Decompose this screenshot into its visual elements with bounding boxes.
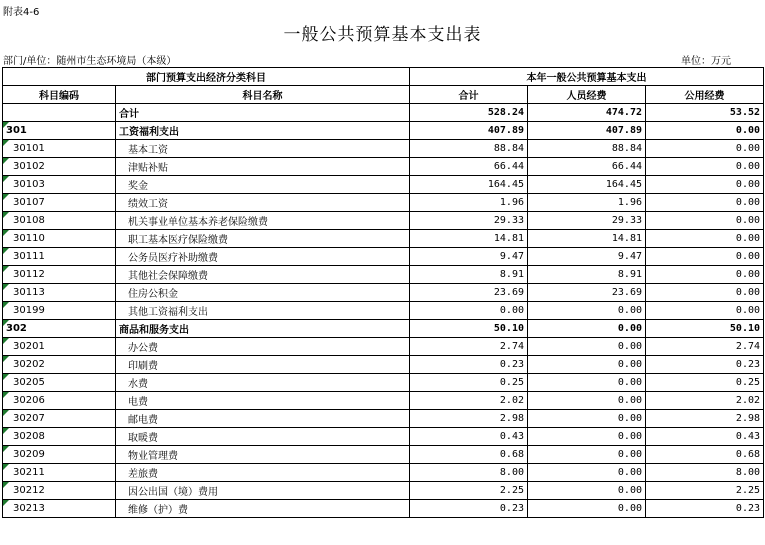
code-cell: 30110 [3, 230, 116, 248]
public-cell: 2.02 [646, 392, 764, 410]
public-cell: 0.00 [646, 212, 764, 230]
code-cell: 302 [3, 320, 116, 338]
total-cell: 2.74 [410, 338, 528, 356]
code-cell: 30211 [3, 464, 116, 482]
personnel-cell: 0.00 [528, 428, 646, 446]
code-cell: 30101 [3, 140, 116, 158]
header-total: 合计 [410, 86, 528, 104]
name-cell: 电费 [116, 392, 410, 410]
name-cell: 其他工资福利支出 [116, 302, 410, 320]
personnel-cell: 66.44 [528, 158, 646, 176]
total-cell: 164.45 [410, 176, 528, 194]
name-cell: 商品和服务支出 [116, 320, 410, 338]
name-cell: 取暖费 [116, 428, 410, 446]
name-cell: 工资福利支出 [116, 122, 410, 140]
table-row [3, 410, 764, 428]
total-cell: 23.69 [410, 284, 528, 302]
public-cell: 0.00 [646, 302, 764, 320]
table-row [3, 356, 764, 374]
table-row [3, 500, 764, 518]
name-cell: 差旅费 [116, 464, 410, 482]
name-cell: 因公出国（境）费用 [116, 482, 410, 500]
table-row [3, 284, 764, 302]
total-cell: 1.96 [410, 194, 528, 212]
personnel-cell: 29.33 [528, 212, 646, 230]
header-personnel: 人员经费 [528, 86, 646, 104]
public-cell: 0.00 [646, 194, 764, 212]
header-name: 科目名称 [116, 86, 410, 104]
public-cell: 0.00 [646, 284, 764, 302]
personnel-cell: 0.00 [528, 410, 646, 428]
header-group-left: 部门预算支出经济分类科目 [3, 68, 410, 86]
name-cell: 办公费 [116, 338, 410, 356]
table-row [3, 338, 764, 356]
public-cell: 0.68 [646, 446, 764, 464]
header-group-right: 本年一般公共预算基本支出 [410, 68, 764, 86]
personnel-cell: 14.81 [528, 230, 646, 248]
total-cell: 9.47 [410, 248, 528, 266]
total-cell: 8.00 [410, 464, 528, 482]
header-public: 公用经费 [646, 86, 764, 104]
personnel-cell: 0.00 [528, 374, 646, 392]
total-cell: 50.10 [410, 320, 528, 338]
total-cell: 2.02 [410, 392, 528, 410]
personnel-cell: 0.00 [528, 500, 646, 518]
personnel-cell: 1.96 [528, 194, 646, 212]
header-code: 科目编码 [3, 86, 116, 104]
personnel-cell: 0.00 [528, 338, 646, 356]
personnel-cell: 0.00 [528, 482, 646, 500]
personnel-cell: 8.91 [528, 266, 646, 284]
code-cell: 30208 [3, 428, 116, 446]
name-cell: 合计 [116, 104, 410, 122]
personnel-cell: 0.00 [528, 320, 646, 338]
name-cell: 水费 [116, 374, 410, 392]
personnel-cell: 0.00 [528, 446, 646, 464]
personnel-cell: 0.00 [528, 356, 646, 374]
public-cell: 0.00 [646, 248, 764, 266]
public-cell: 0.43 [646, 428, 764, 446]
name-cell: 津贴补贴 [116, 158, 410, 176]
department-label: 部门/单位：随州市生态环境局（本级） [3, 56, 177, 67]
total-cell: 0.23 [410, 356, 528, 374]
code-cell: 30207 [3, 410, 116, 428]
personnel-cell: 88.84 [528, 140, 646, 158]
table-row [3, 230, 764, 248]
name-cell: 机关事业单位基本养老保险缴费 [116, 212, 410, 230]
public-cell: 53.52 [646, 104, 764, 122]
public-cell: 50.10 [646, 320, 764, 338]
total-cell: 66.44 [410, 158, 528, 176]
code-cell: 30209 [3, 446, 116, 464]
code-cell [3, 104, 116, 122]
name-cell: 绩效工资 [116, 194, 410, 212]
total-cell: 0.23 [410, 500, 528, 518]
table-row [3, 194, 764, 212]
public-cell: 0.00 [646, 230, 764, 248]
table-row [3, 248, 764, 266]
code-cell: 30202 [3, 356, 116, 374]
name-cell: 住房公积金 [116, 284, 410, 302]
header-column-row [3, 86, 764, 104]
table-row [3, 392, 764, 410]
code-cell: 30212 [3, 482, 116, 500]
total-cell: 14.81 [410, 230, 528, 248]
personnel-cell: 474.72 [528, 104, 646, 122]
code-cell: 301 [3, 122, 116, 140]
table-row [3, 428, 764, 446]
personnel-cell: 407.89 [528, 122, 646, 140]
table-row [3, 464, 764, 482]
code-cell: 30201 [3, 338, 116, 356]
name-cell: 维修（护）费 [116, 500, 410, 518]
public-cell: 8.00 [646, 464, 764, 482]
personnel-cell: 0.00 [528, 302, 646, 320]
total-cell: 88.84 [410, 140, 528, 158]
header-group-row [3, 68, 764, 86]
total-cell: 0.68 [410, 446, 528, 464]
name-cell: 印刷费 [116, 356, 410, 374]
table-row [3, 158, 764, 176]
table-row [3, 320, 764, 338]
code-cell: 30108 [3, 212, 116, 230]
code-cell: 30107 [3, 194, 116, 212]
page-title: 一般公共预算基本支出表 [283, 25, 482, 45]
table-body [3, 104, 764, 518]
personnel-cell: 23.69 [528, 284, 646, 302]
doc-label: 附表4-6 [3, 7, 40, 18]
public-cell: 0.00 [646, 140, 764, 158]
public-cell: 0.25 [646, 374, 764, 392]
total-cell: 2.98 [410, 410, 528, 428]
total-cell: 29.33 [410, 212, 528, 230]
personnel-cell: 164.45 [528, 176, 646, 194]
name-cell: 其他社会保障缴费 [116, 266, 410, 284]
personnel-cell: 0.00 [528, 464, 646, 482]
public-cell: 0.23 [646, 500, 764, 518]
code-cell: 30113 [3, 284, 116, 302]
total-cell: 2.25 [410, 482, 528, 500]
table-row [3, 122, 764, 140]
table-row [3, 140, 764, 158]
personnel-cell: 0.00 [528, 392, 646, 410]
code-cell: 30213 [3, 500, 116, 518]
name-cell: 职工基本医疗保险缴费 [116, 230, 410, 248]
total-cell: 0.00 [410, 302, 528, 320]
code-cell: 30111 [3, 248, 116, 266]
total-cell: 0.43 [410, 428, 528, 446]
public-cell: 2.98 [646, 410, 764, 428]
name-cell: 奖金 [116, 176, 410, 194]
total-cell: 8.91 [410, 266, 528, 284]
table-row [3, 176, 764, 194]
code-cell: 30199 [3, 302, 116, 320]
public-cell: 0.00 [646, 266, 764, 284]
code-cell: 30206 [3, 392, 116, 410]
total-cell: 0.25 [410, 374, 528, 392]
code-cell: 30112 [3, 266, 116, 284]
name-cell: 公务员医疗补助缴费 [116, 248, 410, 266]
public-cell: 2.74 [646, 338, 764, 356]
public-cell: 0.00 [646, 122, 764, 140]
unit-label: 单位：万元 [681, 56, 731, 67]
table-row [3, 374, 764, 392]
table-row [3, 266, 764, 284]
total-cell: 528.24 [410, 104, 528, 122]
table-row [3, 302, 764, 320]
name-cell: 邮电费 [116, 410, 410, 428]
public-cell: 0.23 [646, 356, 764, 374]
table-row [3, 212, 764, 230]
table-row [3, 482, 764, 500]
public-cell: 2.25 [646, 482, 764, 500]
code-cell: 30205 [3, 374, 116, 392]
budget-table [2, 67, 764, 518]
code-cell: 30103 [3, 176, 116, 194]
code-cell: 30102 [3, 158, 116, 176]
public-cell: 0.00 [646, 158, 764, 176]
name-cell: 物业管理费 [116, 446, 410, 464]
public-cell: 0.00 [646, 176, 764, 194]
name-cell: 基本工资 [116, 140, 410, 158]
table-row [3, 446, 764, 464]
total-cell: 407.89 [410, 122, 528, 140]
personnel-cell: 9.47 [528, 248, 646, 266]
table-row [3, 104, 764, 122]
